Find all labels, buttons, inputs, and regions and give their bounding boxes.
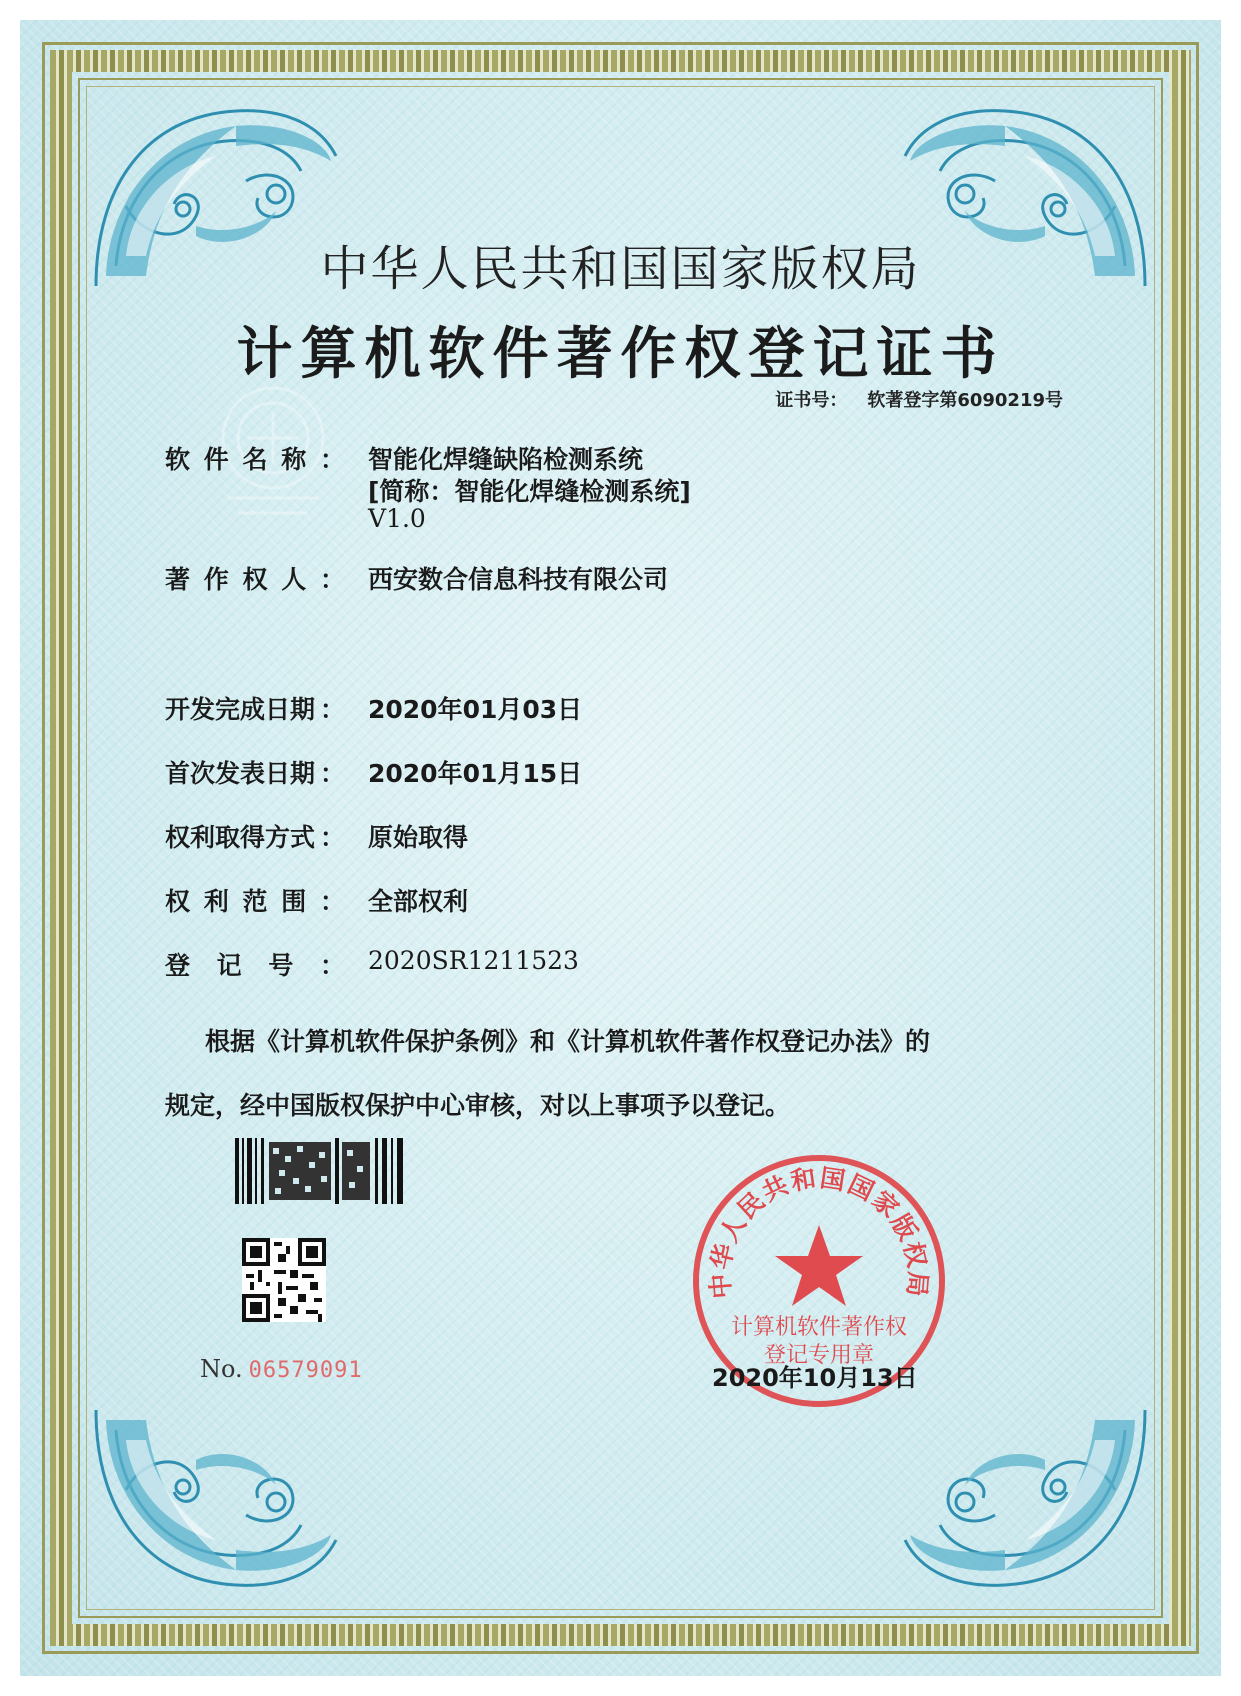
statement-line-1: 根据《计算机软件保护条例》和《计算机软件著作权登记办法》的 bbox=[205, 1027, 931, 1056]
corner-ornament-bottom-left bbox=[86, 1380, 346, 1610]
software-version: V1.0 bbox=[368, 504, 426, 533]
registration-number-label: 登 记 号 ： bbox=[165, 951, 345, 980]
software-short-name: [简称：智能化焊缝检测系统] bbox=[368, 477, 691, 506]
rights-scope-value: 全部权利 bbox=[368, 887, 469, 916]
statement-line-2: 规定，经中国版权保护中心审核，对以上事项予以登记。 bbox=[165, 1091, 791, 1120]
serial-number bbox=[200, 1355, 363, 1383]
corner-ornament-bottom-right bbox=[895, 1380, 1155, 1610]
serial-prefix: No. bbox=[200, 1355, 243, 1383]
issuer-name: 中华人民共和国国家版权局 bbox=[320, 241, 921, 297]
acquisition-method-label: 权利取得方式 ： bbox=[165, 823, 345, 852]
serial-number-value: 06579091 bbox=[248, 1358, 363, 1383]
registration-number-value: 2020SR1211523 bbox=[368, 946, 579, 975]
certificate-number-label: 证书号： bbox=[775, 390, 848, 411]
barcode bbox=[235, 1138, 405, 1204]
publication-date-value: 2020年01月15日 bbox=[368, 759, 583, 788]
publication-date-label: 首次发表日期 ： bbox=[165, 759, 345, 788]
seal-outer-text: 中华人民共和国国家版权局 bbox=[705, 1163, 933, 1300]
qr-code bbox=[242, 1238, 326, 1322]
development-date-label: 开发完成日期 ： bbox=[165, 695, 345, 724]
issue-date: 2020年10月13日 bbox=[712, 1364, 918, 1392]
seal-inner-line2: 登记专用章 bbox=[763, 1343, 875, 1368]
software-name-value: 智能化焊缝缺陷检测系统 bbox=[368, 445, 644, 474]
certificate bbox=[20, 20, 1221, 1676]
software-name-label: 软 件 名 称 ： bbox=[165, 445, 345, 474]
certificate-title: 计算机软件著作权登记证书 bbox=[236, 321, 1005, 387]
copyright-owner-value: 西安数合信息科技有限公司 bbox=[368, 565, 669, 594]
development-date-value: 2020年01月03日 bbox=[368, 695, 583, 724]
copyright-owner-label: 著 作 权 人 ： bbox=[165, 565, 345, 594]
seal-inner-line1: 计算机软件著作权 bbox=[730, 1315, 908, 1340]
certificate-number bbox=[775, 386, 1063, 412]
certificate-number-value: 软著登字第6090219号 bbox=[867, 390, 1063, 411]
acquisition-method-value: 原始取得 bbox=[368, 823, 469, 852]
rights-scope-label: 权 利 范 围 ： bbox=[165, 887, 345, 916]
